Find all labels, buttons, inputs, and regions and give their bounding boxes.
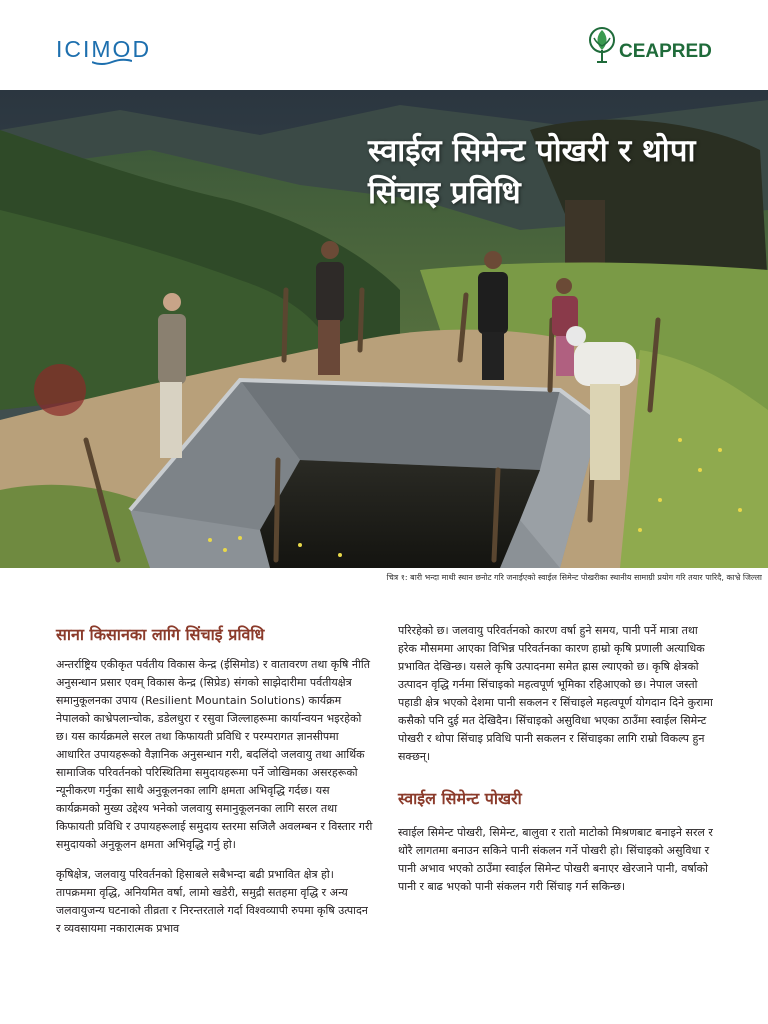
body-paragraph: अन्तर्राष्ट्रिय एकीकृत पर्वतीय विकास केन्द्र (ईसिमोड) र वातावरण तथा कृषि नीति अनुसन्धान प्रसार एवम् विकास केन्द्र (सिप्रेड) संगको साझेदारीमा पर्वतीयक्षेत्र समानुकूलनका उपाय (Resilient Mountain Solutions) कार्यक्रम नेपालको काभ्रेपलान्चोक, डडेलधुरा र रसुवा जिल्लाहरूमा कार्यान्वयन भइरहेको छ। यस कार्यक्रमले सरल तथा किफायती प्रविधि र परम्परागत ज्ञानसीपमा आधारित उपायहरूको वैज्ञानिक अनुसन्धान गरी, बदलिंदो जलवायु तथा आर्थिक सामाजिक परिवर्तनको परिस्थितिमा समुदायहरूमा पर्ने जोखिमका असरहरूको न्यूनीकरण गर्नुका साथै अनुकूलनका लागि क्षमता अभिवृद्धि गर्दछ। यस कार्यक्रमको मुख्य उद्देश्य भनेको जलवायु समानुकूलनका लागि सरल तथा किफायती प्रविधि र उपायहरूलाई समुदाय स्तरमा सजिलै अवलम्बन र विस्तार गरी समुदायको अनुकूलन क्षमता अभिवृद्धि गर्नु हो। — [56, 658, 373, 851]
section-heading-soil-cement-pond: स्वाईल सिमेन्ट पोखरी — [398, 789, 522, 808]
ceapred-wordmark: CEAPRED — [619, 41, 712, 62]
photo-caption: चित्र १: बारी भन्दा माथी स्थान छनोट गरि जनाईएको स्वाईल सिमेन्ट पोखरीका स्थानीय सामाग्री प्रयोग गरि तयार पारिदै, काभ्रे जिल्ला — [386, 573, 762, 582]
icimod-logo: ICIMOD — [56, 36, 152, 62]
icimod-swoosh-icon — [92, 58, 132, 66]
body-paragraph: कृषिक्षेत्र, जलवायु परिवर्तनको हिसाबले सबैभन्दा बढी प्रभावित क्षेत्र हो। तापक्रममा वृद्धि, अनियमित वर्षा, लामो खडेरी, समुद्री सतहमा वृद्धि र अन्य जलवायुजन्य घटनाको तीव्रता र निरन्तरताले गर्दा विश्वव्यापी रुपमा कृषि उत्पादन र व्यवसायमा नकारात्मक प्रभाव — [56, 868, 368, 935]
page-title: स्वाईल सिमेन्ट पोखरी र थोपा सिंचाइ प्रविधि — [368, 133, 696, 211]
body-paragraph: स्वाईल सिमेन्ट पोखरी, सिमेन्ट, बालुवा र रातो माटोको मिश्रणबाट बनाइने सरल र थोरै लागतमा बनाउन सकिने पानी संकलन गर्ने पोखरी हो। सिंचाइको असुविधा र पानी अभाव भएको ठाउँमा स्वाईल सिमेन्ट पोखरी बनाएर खेरजाने पानी, वर्षाको पानी र बाढ भएको पानी संकलन गरी सिंचाइ गर्न सकिन्छ। — [398, 826, 713, 893]
ceapred-logo — [588, 24, 712, 64]
left-column — [56, 610, 374, 950]
hero-photo — [0, 90, 768, 568]
body-paragraph-continued: परिरहेको छ। जलवायु परिवर्तनको कारण वर्षा हुने समय, पानी पर्ने मात्रा तथा हरेक मौसममा आएका विभिन्न परिवर्तनका कारण हाम्रो कृषि प्रणाली अत्याधिक प्रभावित देखिन्छ। यसले कृषि उत्पादनमा समेत ह्रास ल्याएको छ। कृषि क्षेत्रको उत्पादन वृद्धि गर्नमा सिंचाइको महत्वपूर्ण भूमिका रहिआएको छ। नेपाल जस्तो पहाडी क्षेत्र भएको देशमा पानी सकलन र सिंचाइले महत्वपूर्ण योगदान दिने कुरामा कसैको पनि दुई मत देखिदैन। सिंचाइको असुविधा भएका ठाउँमा स्वाईल सिमेन्ट पोखरी र थोपा सिंचाइ प्रविधि पानी सकलन र सिंचाइका लागि राम्रो विकल्प हुन सक्छन्। — [398, 624, 713, 763]
right-column — [398, 622, 716, 908]
logo-bar — [0, 0, 768, 90]
tree-leaf-icon — [588, 26, 616, 64]
section-heading-irrigation: साना किसानका लागि सिंचाई प्रविधि — [56, 625, 265, 644]
